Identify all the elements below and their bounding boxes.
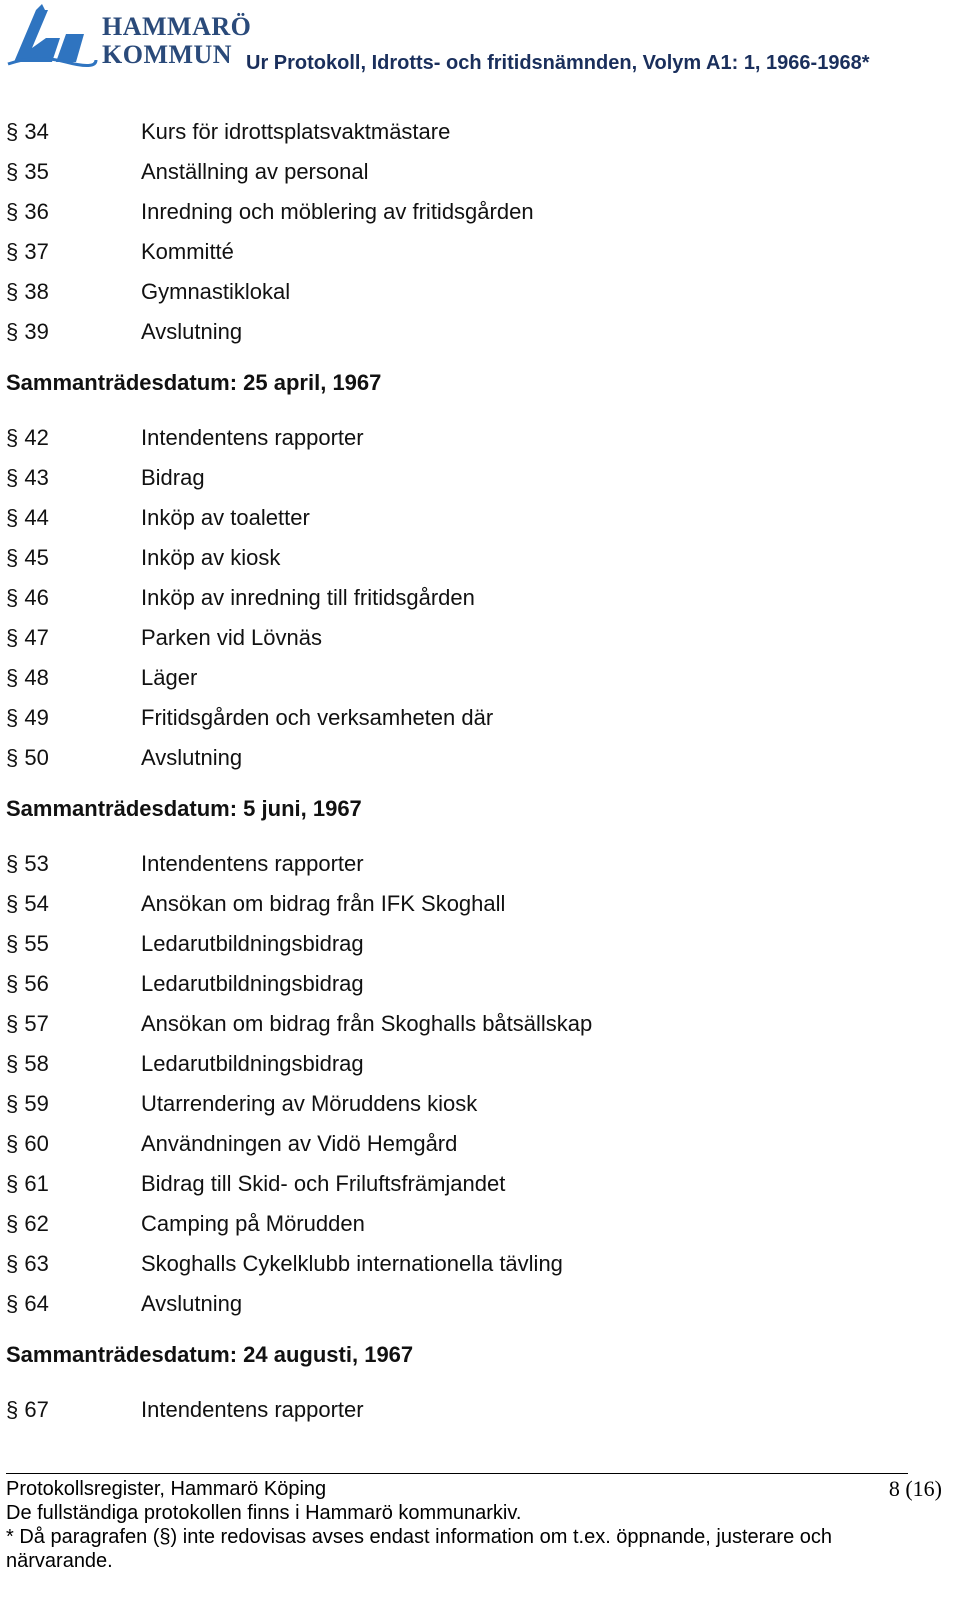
paragraph-row xyxy=(6,272,946,312)
paragraph-number: § 60 xyxy=(6,1131,49,1156)
paragraph-title: Utarrendering av Möruddens kiosk xyxy=(141,1091,478,1116)
paragraph-number: § 63 xyxy=(6,1251,49,1276)
footer-asterisk-note: * Då paragrafen (§) inte redovisas avses endast information om t.ex. öppnande, justerare och xyxy=(6,1526,833,1548)
meeting-date-heading: Sammanträdesdatum: 25 april, 1967 xyxy=(6,370,382,395)
paragraph-number: § 46 xyxy=(6,585,49,610)
paragraph-number: § 57 xyxy=(6,1011,49,1036)
paragraph-row xyxy=(6,1124,946,1164)
paragraph-row xyxy=(6,1004,946,1044)
paragraph-row xyxy=(6,192,946,232)
paragraph-number: § 42 xyxy=(6,425,49,450)
logo-line1: HAMMARÖ xyxy=(102,12,252,41)
paragraph-title: Kurs för idrottsplatsvaktmästare xyxy=(141,119,451,144)
paragraph-row xyxy=(6,312,946,352)
hammaro-kommun-logo xyxy=(6,4,252,74)
paragraph-row xyxy=(6,538,946,578)
paragraph-row xyxy=(6,1284,946,1324)
paragraph-title: Intendentens rapporter xyxy=(141,851,364,876)
paragraph-number: § 55 xyxy=(6,931,49,956)
paragraph-number: § 45 xyxy=(6,545,49,570)
paragraph-number: § 50 xyxy=(6,745,49,770)
paragraph-title: Gymnastiklokal xyxy=(141,279,291,304)
paragraph-row xyxy=(6,578,946,618)
paragraph-title: Inköp av toaletter xyxy=(141,505,310,530)
paragraph-number: § 67 xyxy=(6,1397,49,1422)
paragraph-row xyxy=(6,1164,946,1204)
footer-divider xyxy=(6,1473,908,1474)
paragraph-number: § 35 xyxy=(6,159,49,184)
paragraph-row xyxy=(6,698,946,738)
paragraph-number: § 43 xyxy=(6,465,49,490)
paragraph-row xyxy=(6,458,946,498)
logo-line2: KOMMUN xyxy=(102,40,233,69)
paragraph-title: Bidrag till Skid- och Friluftsfrämjandet xyxy=(141,1171,506,1196)
meeting-date-heading: Sammanträdesdatum: 5 juni, 1967 xyxy=(6,796,362,821)
paragraph-row xyxy=(6,1044,946,1084)
paragraph-number: § 53 xyxy=(6,851,49,876)
paragraph-title: Avslutning xyxy=(141,745,243,770)
paragraph-title: Fritidsgården och verksamheten där xyxy=(141,705,494,730)
paragraph-title: Användningen av Vidö Hemgård xyxy=(141,1131,458,1156)
paragraph-number: § 56 xyxy=(6,971,49,996)
paragraph-number: § 37 xyxy=(6,239,49,264)
paragraph-row xyxy=(6,1204,946,1244)
paragraph-title: Ledarutbildningsbidrag xyxy=(141,971,364,996)
paragraph-row xyxy=(6,658,946,698)
paragraph-number: § 47 xyxy=(6,625,49,650)
paragraph-row xyxy=(6,418,946,458)
paragraph-row xyxy=(6,738,946,778)
paragraph-row xyxy=(6,112,946,152)
paragraph-row xyxy=(6,1244,946,1284)
paragraph-row xyxy=(6,232,946,272)
paragraph-number: § 38 xyxy=(6,279,49,304)
paragraph-title: Ansökan om bidrag från IFK Skoghall xyxy=(141,891,506,916)
paragraph-title: Bidrag xyxy=(141,465,205,490)
paragraph-row xyxy=(6,924,946,964)
meeting-date-heading: Sammanträdesdatum: 24 augusti, 1967 xyxy=(6,1342,414,1367)
protocol-register-list xyxy=(6,112,946,1430)
paragraph-row xyxy=(6,1084,946,1124)
paragraph-number: § 61 xyxy=(6,1171,49,1196)
paragraph-title: Inköp av kiosk xyxy=(141,545,281,570)
paragraph-number: § 39 xyxy=(6,319,49,344)
paragraph-title: Avslutning xyxy=(141,1291,243,1316)
paragraph-row xyxy=(6,152,946,192)
paragraph-number: § 49 xyxy=(6,705,49,730)
paragraph-title: Ledarutbildningsbidrag xyxy=(141,1051,364,1076)
paragraph-title: Intendentens rapporter xyxy=(141,1397,364,1422)
paragraph-row xyxy=(6,618,946,658)
paragraph-title: Anställning av personal xyxy=(141,159,369,184)
paragraph-number: § 59 xyxy=(6,1091,49,1116)
paragraph-number: § 58 xyxy=(6,1051,49,1076)
footer-asterisk-note-cont: närvarande. xyxy=(6,1550,113,1572)
document-title: Ur Protokoll, Idrotts- och fritidsnämnden, Volym A1: 1, 1966-1968* xyxy=(246,52,870,74)
paragraph-title: Läger xyxy=(141,665,198,690)
paragraph-title: Inredning och möblering av fritidsgården xyxy=(141,199,534,224)
paragraph-title: Skoghalls Cykelklubb internationella tävling xyxy=(141,1251,563,1276)
paragraph-number: § 36 xyxy=(6,199,49,224)
page-number: 8 (16) xyxy=(888,1476,942,1501)
paragraph-title: Ledarutbildningsbidrag xyxy=(141,931,364,956)
paragraph-row xyxy=(6,844,946,884)
paragraph-title: Kommitté xyxy=(141,239,234,264)
paragraph-title: Intendentens rapporter xyxy=(141,425,364,450)
paragraph-number: § 48 xyxy=(6,665,49,690)
paragraph-title: Avslutning xyxy=(141,319,243,344)
paragraph-row xyxy=(6,964,946,1004)
footer-archive-note: De fullständiga protokollen finns i Hammarö kommunarkiv. xyxy=(6,1502,522,1524)
paragraph-number: § 44 xyxy=(6,505,49,530)
paragraph-number: § 62 xyxy=(6,1211,49,1236)
paragraph-row xyxy=(6,884,946,924)
paragraph-title: Inköp av inredning till fritidsgården xyxy=(141,585,475,610)
footer-register-name: Protokollsregister, Hammarö Köping xyxy=(6,1478,327,1500)
paragraph-title: Ansökan om bidrag från Skoghalls båtsällskap xyxy=(141,1011,593,1036)
paragraph-title: Parken vid Lövnäs xyxy=(141,625,322,650)
paragraph-number: § 34 xyxy=(6,119,49,144)
page-header xyxy=(0,0,960,90)
paragraph-row xyxy=(6,498,946,538)
paragraph-row xyxy=(6,1390,946,1430)
paragraph-number: § 54 xyxy=(6,891,49,916)
paragraph-number: § 64 xyxy=(6,1291,49,1316)
logo-emblem-icon xyxy=(6,4,98,68)
paragraph-title: Camping på Mörudden xyxy=(141,1211,365,1236)
